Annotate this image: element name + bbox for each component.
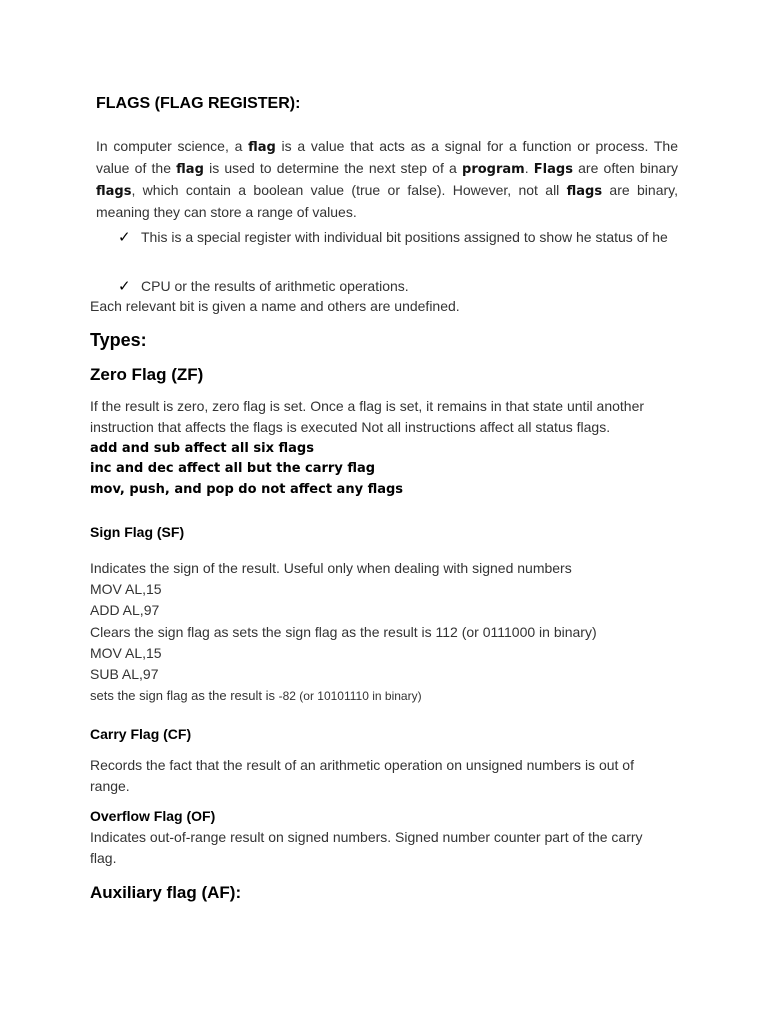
zero-flag-rule: mov, push, and pop do not affect any flags	[90, 482, 404, 497]
sets-prefix: sets the sign flag as the result is	[90, 688, 279, 703]
intro-text: are binary, meaning they can store a range of values.	[96, 182, 678, 220]
intro-text: In computer science, a	[96, 138, 249, 154]
carry-flag-heading: Carry Flag (CF)	[90, 726, 192, 742]
relevant-bit-text: Each relevant bit is given a name and others are undefined.	[90, 298, 460, 314]
page-title: FLAGS (FLAG REGISTER):	[96, 95, 301, 112]
code-line: SUB AL,97	[90, 666, 159, 682]
zero-flag-desc: instruction that affects the flags is executed Not all instructions affect all status flags.	[90, 419, 611, 435]
bullet-item: This is a special register with individual bit positions assigned to show he status of he	[141, 229, 668, 245]
overflow-flag-desc: Indicates out-of-range result on signed numbers. Signed number counter part of the carry	[90, 829, 643, 845]
checkmark-icon: ✓	[118, 229, 131, 246]
overflow-flag-desc: flag.	[90, 850, 117, 866]
intro-keyword: flag	[176, 162, 204, 177]
intro-keyword: flags	[96, 184, 132, 199]
checkmark-icon: ✓	[118, 278, 131, 295]
code-line: MOV AL,15	[90, 581, 162, 597]
bullet-item: CPU or the results of arithmetic operations.	[141, 278, 409, 294]
intro-text: is a value that acts as a signal for a function or process. The value of the	[96, 138, 678, 176]
code-line: ADD AL,97	[90, 602, 160, 618]
intro-text: is used to determine the next step of a	[203, 160, 463, 176]
carry-flag-desc: Records the fact that the result of an arithmetic operation on unsigned numbers is out of	[90, 757, 634, 773]
intro-keyword: flag	[248, 140, 276, 155]
intro-text: , which contain a boolean value (true or false). However, not all	[131, 182, 567, 198]
zero-flag-desc: If the result is zero, zero flag is set. Once a flag is set, it remains in that state until another	[90, 398, 645, 414]
sign-flag-desc: Indicates the sign of the result. Useful only when dealing with signed numbers	[90, 560, 572, 576]
intro-keyword: flags	[566, 184, 603, 199]
sign-flag-clears-text: Clears the sign flag as sets the sign flag as the result is 112 (or 0111000 in binary)	[90, 624, 597, 640]
intro-text: are often binary	[572, 160, 678, 176]
sign-flag-sets-text	[90, 687, 422, 705]
zero-flag-rule: inc and dec affect all but the carry flag	[90, 461, 376, 476]
carry-flag-desc: range.	[90, 778, 130, 794]
intro-keyword: program	[462, 162, 525, 177]
types-heading: Types:	[90, 330, 147, 350]
intro-text: .	[524, 160, 534, 176]
code-line: MOV AL,15	[90, 645, 162, 661]
intro-keyword: Flags	[533, 162, 573, 177]
sign-flag-heading: Sign Flag (SF)	[90, 524, 185, 540]
sets-value: -82 (or 10101110 in binary)	[278, 689, 422, 703]
zero-flag-rule: add and sub affect all six flags	[90, 441, 314, 456]
intro-paragraph	[96, 136, 678, 223]
overflow-flag-heading: Overflow Flag (OF)	[90, 808, 216, 824]
zero-flag-heading: Zero Flag (ZF)	[90, 365, 204, 384]
auxiliary-flag-heading: Auxiliary flag (AF):	[90, 883, 242, 902]
